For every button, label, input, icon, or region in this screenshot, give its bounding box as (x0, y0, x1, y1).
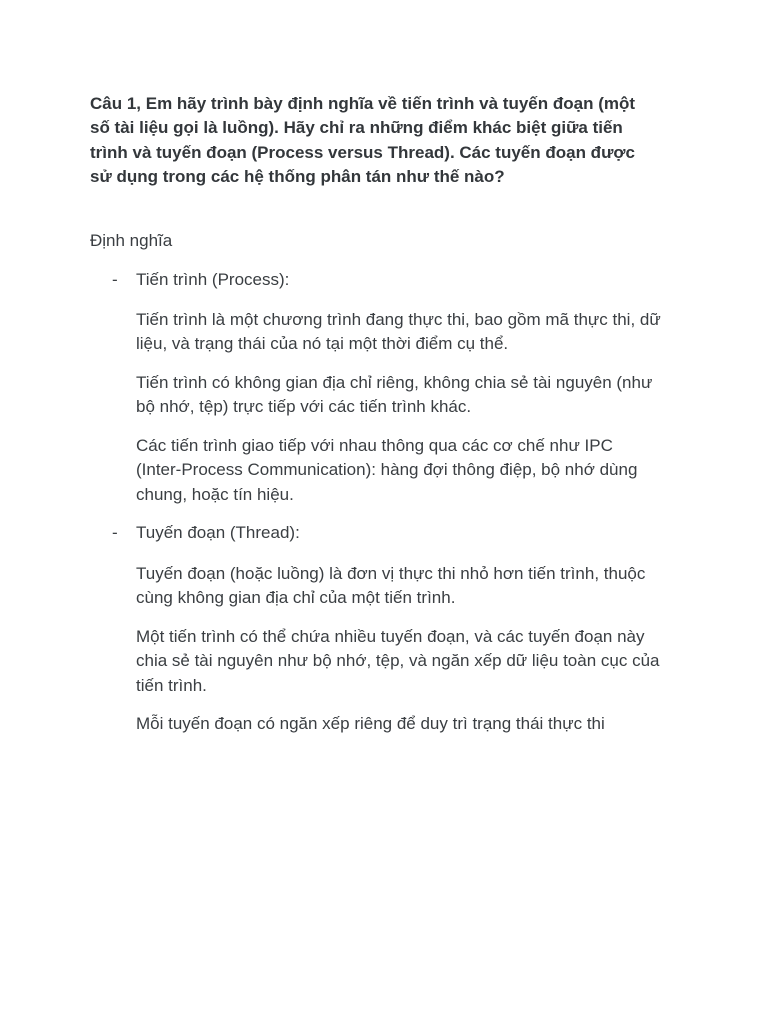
paragraph-line: liệu, và trạng thái của nó tại một thời điểm cụ thể. (136, 334, 509, 354)
question-line: trình và tuyến đoạn (Process versus Thread). Các tuyến đoạn được (90, 142, 635, 162)
paragraph-line: Một tiến trình có thể chứa nhiều tuyến đoạn, và các tuyến đoạn này (136, 627, 645, 646)
bullet-thread (112, 521, 300, 545)
bullet-dash: - (112, 270, 118, 289)
paragraph-line: (Inter-Process Communication): hàng đợi thông điệp, bộ nhớ dùng (136, 460, 638, 480)
paragraph-line: chia sẻ tài nguyên như bộ nhớ, tệp, và ngăn xếp dữ liệu toàn cục của (136, 651, 660, 671)
bullet-thread-title: Tuyến đoạn (Thread): (136, 523, 300, 542)
thread-paragraph-1 (136, 562, 696, 611)
paragraph-line: Mỗi tuyến đoạn có ngăn xếp riêng để duy trì trạng thái thực thi (136, 714, 605, 733)
paragraph-line: bộ nhớ, tệp) trực tiếp với các tiến trình khác. (136, 397, 472, 417)
question-line: Câu 1, Em hãy trình bày định nghĩa về tiến trình và tuyến đoạn (một (90, 94, 636, 113)
paragraph-line: Tiến trình là một chương trình đang thực thi, bao gồm mã thực thi, dữ (136, 310, 661, 329)
paragraph-line: tiến trình. (136, 675, 207, 695)
paragraph-line: Các tiến trình giao tiếp với nhau thông qua các cơ chế như IPC (136, 436, 613, 455)
process-paragraph-3 (136, 434, 696, 507)
bullet-process-title: Tiến trình (Process): (136, 270, 290, 289)
process-paragraph-2 (136, 371, 696, 420)
question-line: số tài liệu gọi là luồng). Hãy chỉ ra những điểm khác biệt giữa tiến (90, 118, 623, 138)
thread-paragraph-2 (136, 625, 696, 698)
bullet-process (112, 268, 289, 292)
paragraph-line: Tiến trình có không gian địa chỉ riêng, không chia sẻ tài nguyên (như (136, 373, 653, 392)
question-line: sử dụng trong các hệ thống phân tán như thế nào? (90, 166, 505, 186)
process-paragraph-1 (136, 308, 696, 357)
question-text (90, 92, 680, 189)
paragraph-line: Tuyến đoạn (hoặc luồng) là đơn vị thực thi nhỏ hơn tiến trình, thuộc (136, 564, 646, 583)
thread-paragraph-3 (136, 712, 696, 736)
bullet-dash: - (112, 523, 118, 542)
definition-heading: Định nghĩa (90, 231, 173, 250)
paragraph-line: chung, hoặc tín hiệu. (136, 484, 294, 504)
paragraph-line: cùng không gian địa chỉ của một tiến trình. (136, 588, 456, 608)
